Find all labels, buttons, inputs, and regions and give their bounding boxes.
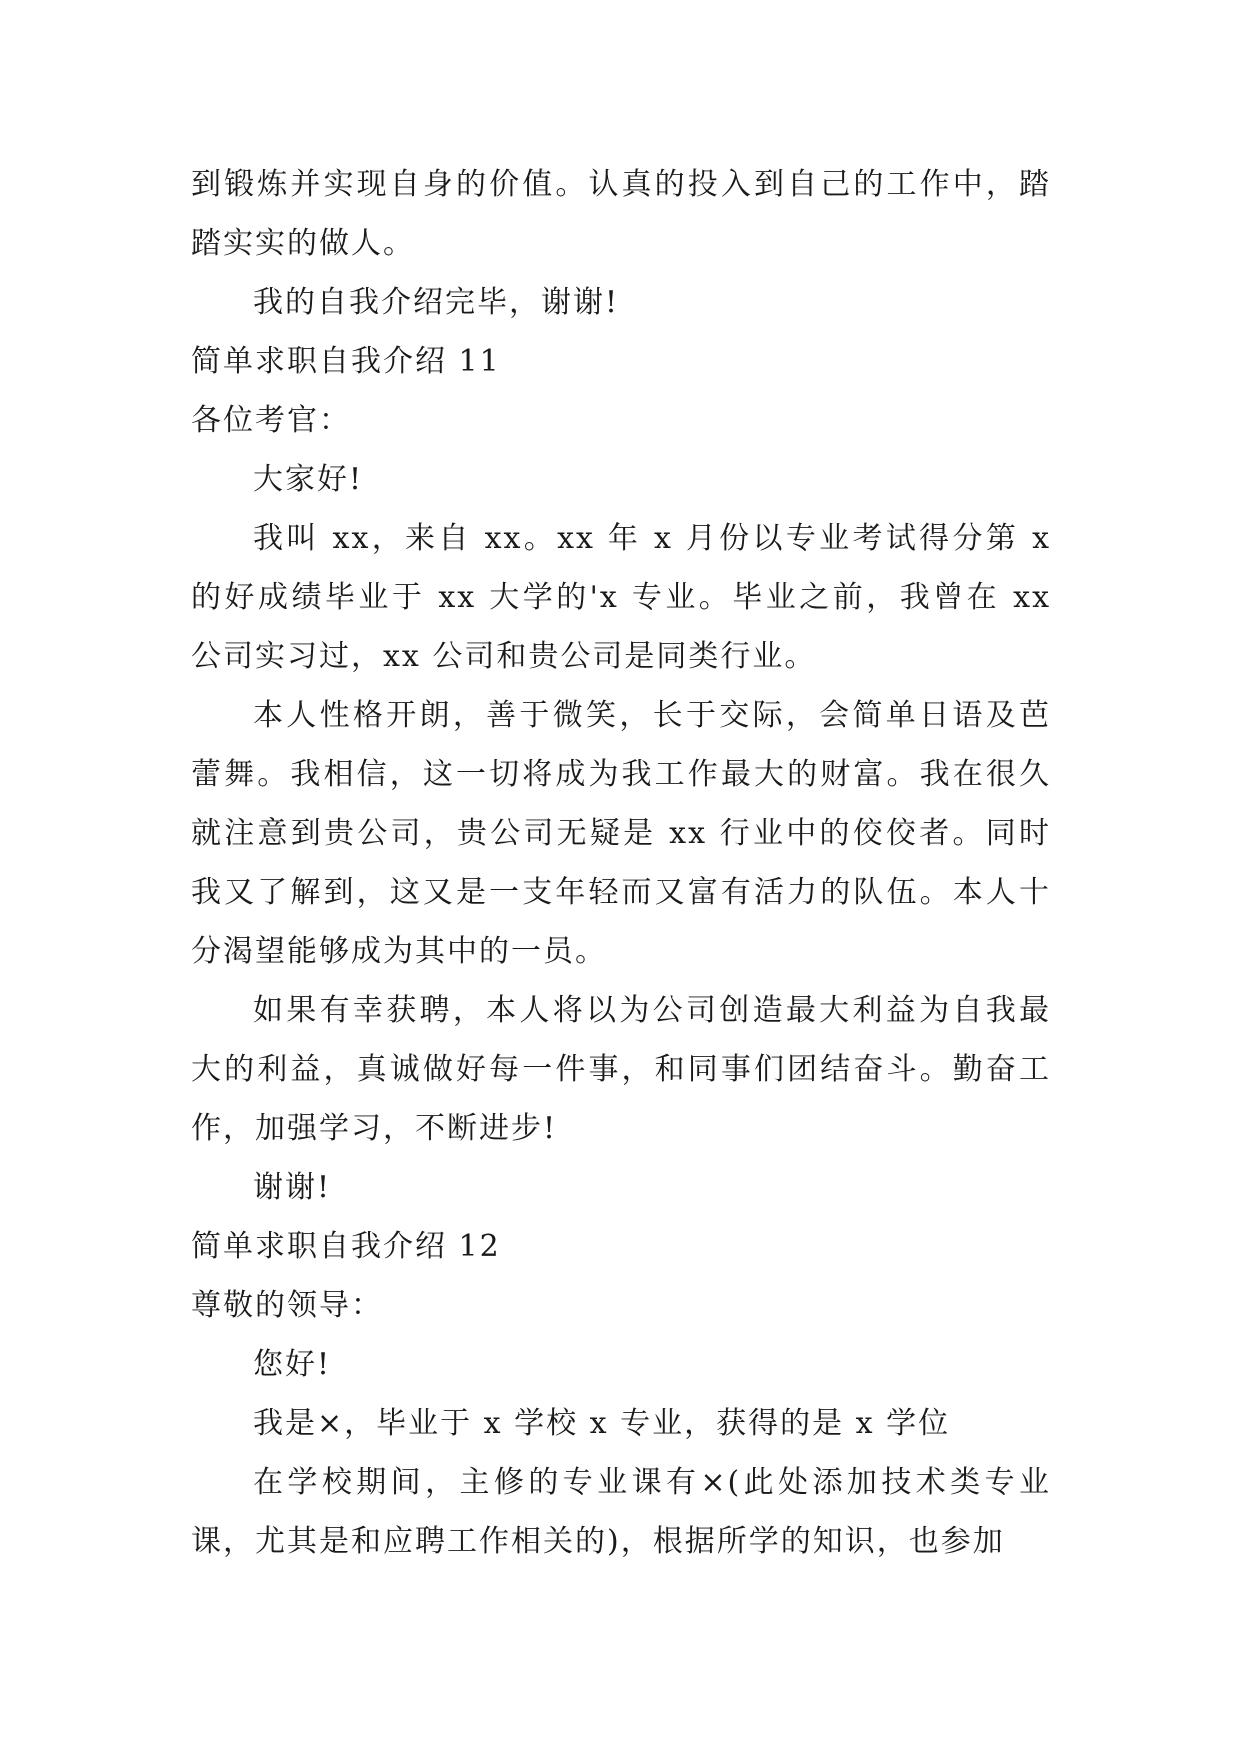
- document-page: [191, 155, 1051, 1571]
- salutation: 各位考官：: [191, 403, 351, 438]
- body-paragraph: 本人性格开朗，善于微笑，长于交际，会简单日语及芭蕾舞。我相信，这一切将成为我工作最大的财富。我在很久就注意到贵公司，贵公司无疑是 xx 行业中的佼佼者。同时我又了解到，这又是一支年轻而又富有活力的队伍。本人十分渴望能够成为其中的一员。: [191, 698, 1051, 969]
- closing-thanks-paragraph: 我的自我介绍完毕，谢谢!: [253, 285, 620, 320]
- body-paragraph: 如果有幸获聘，本人将以为公司创造最大利益为自我最大的利益，真诚做好每一件事，和同事们团结奋斗。勤奋工作，加强学习，不断进步!: [191, 993, 1051, 1146]
- salutation: 尊敬的领导：: [191, 1288, 383, 1323]
- body-paragraph: 我是×，毕业于 x 学校 x 专业，获得的是 x 学位: [253, 1406, 951, 1441]
- greeting: 大家好!: [253, 462, 364, 497]
- greeting: 您好!: [253, 1347, 332, 1382]
- body-paragraph: 我叫 xx，来自 xx。xx 年 x 月份以专业考试得分第 x 的好成绩毕业于 xx 大学的'x 专业。毕业之前，我曾在 xx 公司实习过，xx 公司和贵公司是同类行业。: [191, 521, 1051, 674]
- section-heading-11: 简单求职自我介绍 11: [191, 344, 501, 379]
- paragraph-continuation: 到锻炼并实现自身的价值。认真的投入到自己的工作中，踏踏实实的做人。: [191, 167, 1051, 261]
- closing-thanks: 谢谢!: [253, 1170, 332, 1205]
- body-paragraph: 在学校期间，主修的专业课有×(此处添加技术类专业课，尤其是和应聘工作相关的)，根据所学的知识，也参加: [191, 1465, 1051, 1559]
- section-heading-12: 简单求职自我介绍 12: [191, 1229, 501, 1264]
